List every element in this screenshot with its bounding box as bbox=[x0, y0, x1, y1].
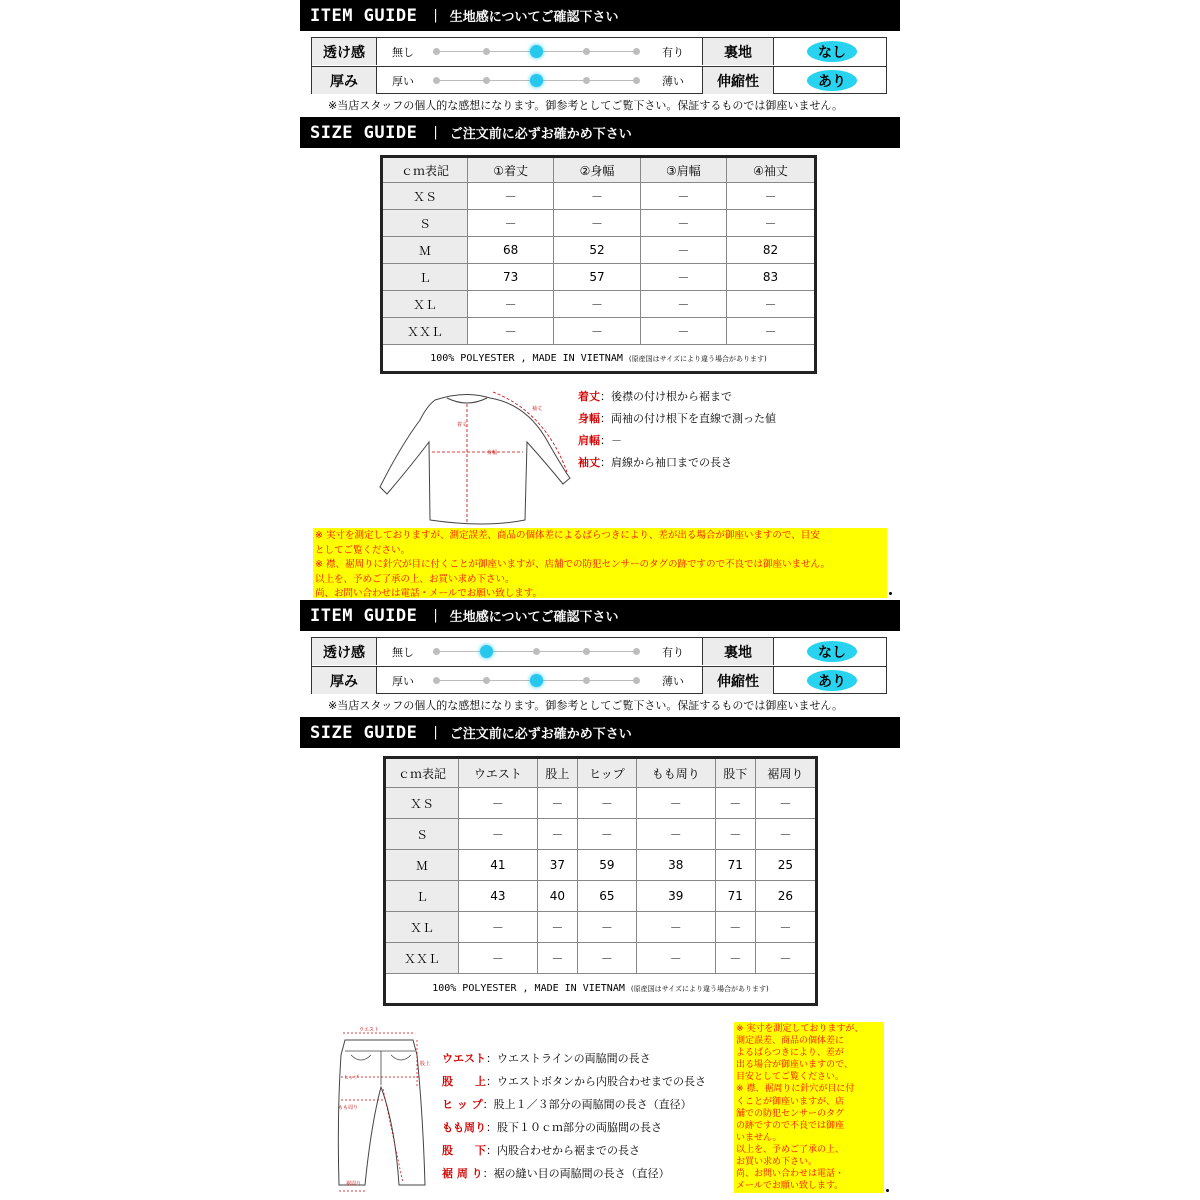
size-guide-title: SIZE GUIDE bbox=[310, 122, 418, 143]
guide-scale-left: 厚い bbox=[392, 75, 414, 88]
fabric-guide-panel-1 bbox=[311, 37, 887, 94]
size-label-cell: Ｍ bbox=[382, 237, 468, 264]
size-guide-subtitle: ご注文前に必ずお確かめ下さい bbox=[449, 127, 632, 142]
guide-box-label: 伸縮性 bbox=[702, 667, 774, 694]
column-header: ｃｍ表記 bbox=[385, 758, 459, 788]
guide-box-label: 裏地 bbox=[702, 38, 774, 65]
table-cell: 38 bbox=[636, 850, 715, 881]
table-cell: － bbox=[640, 291, 726, 318]
scale-marker bbox=[633, 677, 640, 684]
guide-scale-left: 無し bbox=[392, 646, 414, 659]
table-cell: 40 bbox=[537, 881, 577, 912]
measure-item: 身幅：両袖の付け根下を直線で測った値 bbox=[578, 412, 776, 425]
table-cell: 52 bbox=[554, 237, 640, 264]
bullet-dot bbox=[886, 1189, 889, 1192]
column-header: 股上 bbox=[537, 758, 577, 788]
table-cell: － bbox=[727, 291, 816, 318]
shirt-diagram bbox=[375, 382, 575, 528]
table-cell: － bbox=[459, 943, 538, 974]
table-cell: － bbox=[577, 788, 636, 819]
size-label-cell: ＸＳ bbox=[382, 183, 468, 210]
table-row bbox=[382, 264, 816, 291]
measure-item: 股 上：ウエストボタンから内股合わせまでの長さ bbox=[442, 1075, 706, 1088]
table-cell: 26 bbox=[755, 881, 816, 912]
scale-marker-selected bbox=[530, 674, 543, 687]
size-label-cell: ＸＬ bbox=[382, 291, 468, 318]
material-origin bbox=[382, 345, 816, 373]
measure-item: 股 下：内股合わせから裾までの長さ bbox=[442, 1144, 640, 1157]
guide-pill-value: なし bbox=[807, 41, 857, 62]
size-table-2 bbox=[383, 756, 818, 1006]
scale-marker bbox=[433, 48, 440, 55]
table-cell: － bbox=[755, 788, 816, 819]
column-header: ①着丈 bbox=[468, 157, 554, 183]
size-label-cell: ＸＳ bbox=[385, 788, 459, 819]
scale-marker bbox=[533, 648, 540, 655]
table-cell: － bbox=[537, 788, 577, 819]
column-header: ヒップ bbox=[577, 758, 636, 788]
table-cell: 43 bbox=[459, 881, 538, 912]
scale-marker bbox=[483, 677, 490, 684]
guide-scale-right: 薄い bbox=[662, 675, 684, 688]
origin-note: (原産国はサイズにより違う場合があります) bbox=[628, 354, 767, 363]
column-header: ②身幅 bbox=[554, 157, 640, 183]
guide-scale-right: 有り bbox=[662, 46, 684, 59]
size-guide-title: SIZE GUIDE bbox=[310, 722, 418, 743]
scale-marker bbox=[633, 48, 640, 55]
table-cell: － bbox=[715, 788, 755, 819]
table-cell: － bbox=[537, 912, 577, 943]
table-cell: － bbox=[468, 183, 554, 210]
measure-item: 着丈：後襟の付け根から裾まで bbox=[578, 390, 732, 403]
size-guide-subtitle: ご注文前に必ずお確かめ下さい bbox=[449, 727, 632, 742]
table-cell: － bbox=[636, 819, 715, 850]
header-separator: | bbox=[433, 608, 438, 623]
table-row bbox=[385, 819, 817, 850]
column-header: ③肩幅 bbox=[640, 157, 726, 183]
size-label-cell: ＸＸＬ bbox=[385, 943, 459, 974]
measure-item: 裾 周 り：裾の縫い目の両脇間の長さ（直径） bbox=[442, 1167, 670, 1180]
size-label-cell: ＸＸＬ bbox=[382, 318, 468, 345]
guide-pill-value: なし bbox=[807, 641, 857, 662]
measure-item: ウエスト：ウエストラインの両脇間の長さ bbox=[442, 1052, 651, 1065]
table-cell: － bbox=[554, 183, 640, 210]
material-text: 100% POLYESTER , MADE IN VIETNAM bbox=[432, 983, 625, 994]
table-cell: － bbox=[636, 788, 715, 819]
guide-label: 透け感 bbox=[312, 638, 377, 665]
guide-label: 透け感 bbox=[312, 38, 377, 65]
table-row bbox=[382, 291, 816, 318]
guide-scale bbox=[436, 51, 638, 52]
header-separator: | bbox=[433, 8, 438, 23]
scale-marker bbox=[583, 48, 590, 55]
header-separator: | bbox=[433, 125, 438, 140]
table-cell: － bbox=[577, 819, 636, 850]
scale-marker bbox=[433, 77, 440, 84]
table-cell: － bbox=[636, 912, 715, 943]
table-cell: － bbox=[755, 943, 816, 974]
scale-marker bbox=[483, 48, 490, 55]
measure-list-1 bbox=[578, 386, 776, 474]
table-cell: － bbox=[727, 183, 816, 210]
table-row bbox=[385, 881, 817, 912]
measure-item: 肩幅：－ bbox=[578, 434, 622, 447]
table-cell: 41 bbox=[459, 850, 538, 881]
size-label-cell: Ｓ bbox=[382, 210, 468, 237]
table-cell: 25 bbox=[755, 850, 816, 881]
column-header: もも周り bbox=[636, 758, 715, 788]
table-cell: － bbox=[640, 210, 726, 237]
guide-note: ※当店スタッフの個人的な感想になります。御参考としてご覧下さい。保証するものでは御座いません。 bbox=[328, 699, 843, 712]
guide-row-sheer bbox=[312, 638, 886, 665]
item-guide-header-1 bbox=[300, 0, 900, 31]
scale-marker bbox=[583, 648, 590, 655]
diagram-label-width: 身幅 bbox=[487, 450, 498, 456]
header-separator: | bbox=[433, 725, 438, 740]
table-cell: － bbox=[640, 264, 726, 291]
guide-note: ※当店スタッフの個人的な感想になります。御参考としてご覧下さい。保証するものでは御座いません。 bbox=[328, 99, 843, 112]
table-cell: － bbox=[640, 183, 726, 210]
guide-scale-left: 無し bbox=[392, 46, 414, 59]
guide-label: 厚み bbox=[312, 667, 377, 694]
size-table-header-row bbox=[385, 758, 817, 788]
size-table-1 bbox=[380, 155, 817, 374]
size-label-cell: Ｓ bbox=[385, 819, 459, 850]
fabric-guide-panel-2 bbox=[311, 637, 887, 694]
item-guide-subtitle: 生地感についてご確認下さい bbox=[449, 610, 619, 625]
table-cell: － bbox=[715, 943, 755, 974]
scale-marker bbox=[433, 677, 440, 684]
column-header: ｃｍ表記 bbox=[382, 157, 468, 183]
table-row bbox=[382, 183, 816, 210]
table-cell: － bbox=[537, 819, 577, 850]
guide-row-thickness bbox=[312, 666, 886, 694]
diagram-label-waist: ウエスト bbox=[359, 1027, 380, 1033]
table-cell: 65 bbox=[577, 881, 636, 912]
material-text: 100% POLYESTER , MADE IN VIETNAM bbox=[430, 352, 623, 364]
scale-marker bbox=[433, 648, 440, 655]
guide-row-thickness bbox=[312, 66, 886, 94]
table-cell: － bbox=[459, 819, 538, 850]
table-cell: － bbox=[755, 912, 816, 943]
table-cell: － bbox=[468, 318, 554, 345]
origin-note: (原産国はサイズにより違う場合があります) bbox=[630, 985, 769, 993]
column-header: 裾周り bbox=[755, 758, 816, 788]
diagram-label-rise: 股上 bbox=[420, 1061, 431, 1067]
table-row bbox=[385, 788, 817, 819]
table-cell: － bbox=[554, 210, 640, 237]
table-row bbox=[385, 943, 817, 974]
table-cell: 71 bbox=[715, 850, 755, 881]
diagram-label-hem: 裾周り bbox=[346, 1181, 362, 1187]
table-cell: － bbox=[577, 912, 636, 943]
diagram-label-length: 着丈 bbox=[457, 422, 468, 428]
column-header: ④袖丈 bbox=[727, 157, 816, 183]
table-cell: － bbox=[468, 291, 554, 318]
table-cell: － bbox=[459, 912, 538, 943]
measure-item: ヒ ッ プ：股上１／３部分の両脇間の長さ（直径） bbox=[442, 1098, 692, 1111]
guide-scale-right: 薄い bbox=[662, 75, 684, 88]
table-cell: 83 bbox=[727, 264, 816, 291]
table-cell: 71 bbox=[715, 881, 755, 912]
item-guide-header-2 bbox=[300, 600, 900, 631]
scale-marker bbox=[583, 77, 590, 84]
table-cell: － bbox=[727, 318, 816, 345]
table-cell: － bbox=[640, 237, 726, 264]
bullet-dot bbox=[889, 592, 892, 595]
table-cell: 68 bbox=[468, 237, 554, 264]
scale-marker bbox=[583, 677, 590, 684]
column-header: 股下 bbox=[715, 758, 755, 788]
guide-label: 厚み bbox=[312, 67, 377, 94]
size-label-cell: Ｌ bbox=[385, 881, 459, 912]
scale-marker-selected bbox=[530, 74, 543, 87]
measure-item: もも周り：股下１０ｃｍ部分の両脇間の長さ bbox=[442, 1121, 662, 1134]
table-cell: － bbox=[636, 943, 715, 974]
table-cell: 39 bbox=[636, 881, 715, 912]
table-cell: 82 bbox=[727, 237, 816, 264]
guide-box-label: 裏地 bbox=[702, 638, 774, 665]
warning-box-1: ※ 実寸を測定しておりますが、測定誤差、商品の個体差によるばらつきにより、差が出る場合が御座いますので、目安 としてご覧ください。 ※ 襟、裾周りに針穴が目に付くことが御座いますが、店舗での防犯センサーのタグの跡ですので不良では御座いません。 以上を、予めご了承の上、お買い求め下さい。 尚、お問い合わせは電話・メールでお願い致します。 bbox=[313, 528, 887, 598]
scale-marker bbox=[633, 648, 640, 655]
size-table-header-row bbox=[382, 157, 816, 183]
diagram-label-sleeve: 袖丈 bbox=[532, 406, 543, 412]
scale-marker-selected bbox=[480, 645, 493, 658]
measure-list-2 bbox=[442, 1047, 706, 1185]
table-cell: － bbox=[468, 210, 554, 237]
table-cell: － bbox=[640, 318, 726, 345]
table-footer-row bbox=[385, 974, 817, 1005]
guide-scale bbox=[436, 651, 638, 652]
table-cell: － bbox=[554, 291, 640, 318]
warning-box-2: ※ 実寸を測定しておりますが、 測定誤差、商品の個体差に よるばらつきにより、差が 出る場合が御座いますので、 目安としてご覧ください。 ※ 襟、裾周りに針穴が目に付 くことが御座いますが、店 舗での防犯センサーのタグ の跡ですので不良では御座 いません。 以上を、予めご了承の上、 お買い求め下さい。 尚、お問い合わせは電話・ メールでお願い致します。 bbox=[734, 1022, 884, 1193]
guide-scale bbox=[436, 80, 638, 81]
diagram-label-thigh: もも周り bbox=[338, 1105, 359, 1111]
material-origin bbox=[385, 974, 817, 1005]
size-guide-header-1 bbox=[300, 117, 900, 148]
table-cell: － bbox=[554, 318, 640, 345]
table-row bbox=[382, 210, 816, 237]
table-cell: － bbox=[727, 210, 816, 237]
scale-marker bbox=[483, 77, 490, 84]
table-cell: － bbox=[537, 943, 577, 974]
guide-box-label: 伸縮性 bbox=[702, 67, 774, 94]
table-row bbox=[385, 850, 817, 881]
table-row bbox=[382, 237, 816, 264]
table-cell: 37 bbox=[537, 850, 577, 881]
table-footer-row bbox=[382, 345, 816, 373]
table-row bbox=[382, 318, 816, 345]
item-guide-title: ITEM GUIDE bbox=[310, 605, 418, 626]
diagram-label-hip: ヒップ bbox=[344, 1075, 359, 1081]
column-header: ウエスト bbox=[459, 758, 538, 788]
table-cell: － bbox=[715, 819, 755, 850]
guide-scale-right: 有り bbox=[662, 646, 684, 659]
size-label-cell: Ｌ bbox=[382, 264, 468, 291]
table-cell: － bbox=[577, 943, 636, 974]
pants-diagram bbox=[325, 1025, 435, 1197]
table-row bbox=[385, 912, 817, 943]
table-cell: － bbox=[755, 819, 816, 850]
guide-pill-value: あり bbox=[807, 70, 857, 91]
size-label-cell: Ｍ bbox=[385, 850, 459, 881]
table-cell: 73 bbox=[468, 264, 554, 291]
guide-pill-value: あり bbox=[807, 670, 857, 691]
size-label-cell: ＸＬ bbox=[385, 912, 459, 943]
table-cell: － bbox=[715, 912, 755, 943]
guide-row-sheer bbox=[312, 38, 886, 65]
guide-scale bbox=[436, 680, 638, 681]
table-cell: 57 bbox=[554, 264, 640, 291]
table-cell: － bbox=[459, 788, 538, 819]
guide-scale-left: 厚い bbox=[392, 675, 414, 688]
scale-marker bbox=[633, 77, 640, 84]
item-guide-title: ITEM GUIDE bbox=[310, 5, 418, 26]
item-guide-subtitle: 生地感についてご確認下さい bbox=[449, 10, 619, 25]
size-guide-header-2 bbox=[300, 717, 900, 748]
table-cell: 59 bbox=[577, 850, 636, 881]
measure-item: 袖丈：肩線から袖口までの長さ bbox=[578, 456, 732, 469]
scale-marker-selected bbox=[530, 45, 543, 58]
